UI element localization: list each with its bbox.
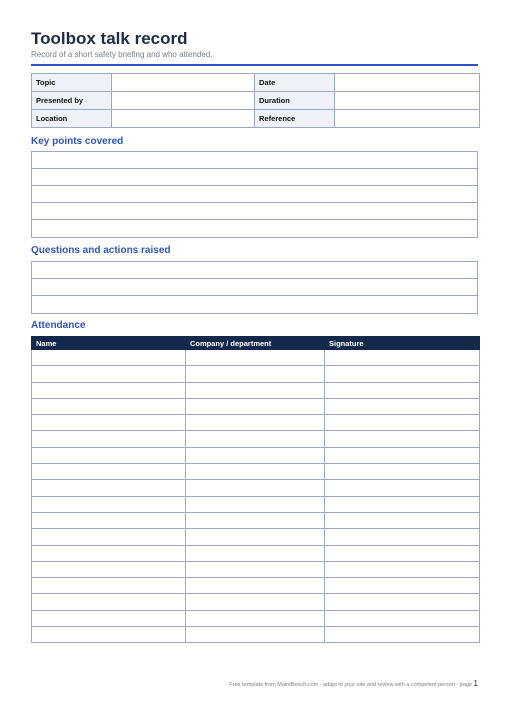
- page-title: Toolbox talk record: [31, 29, 188, 48]
- key-points-box: [31, 151, 478, 238]
- key-points-line[interactable]: [32, 169, 477, 186]
- signature-cell[interactable]: [325, 366, 480, 382]
- name-cell[interactable]: [32, 415, 186, 431]
- name-cell[interactable]: [32, 382, 186, 398]
- company-cell[interactable]: [186, 382, 325, 398]
- name-cell[interactable]: [32, 496, 186, 512]
- company-cell[interactable]: [186, 431, 325, 447]
- questions-box: [31, 261, 478, 314]
- company-cell[interactable]: [186, 529, 325, 545]
- presented-by-label: Presented by: [32, 92, 112, 110]
- attendance-row: [32, 464, 480, 480]
- signature-cell[interactable]: [325, 496, 480, 512]
- key-points-line[interactable]: [32, 152, 477, 169]
- signature-cell[interactable]: [325, 415, 480, 431]
- topic-field[interactable]: [112, 74, 255, 92]
- signature-cell[interactable]: [325, 578, 480, 594]
- attendance-row: [32, 447, 480, 463]
- page-subtitle: Record of a short safety briefing and who attended.: [31, 50, 213, 59]
- name-cell[interactable]: [32, 366, 186, 382]
- attendance-row: [32, 366, 480, 382]
- company-cell[interactable]: [186, 578, 325, 594]
- location-label: Location: [32, 110, 112, 128]
- name-cell[interactable]: [32, 529, 186, 545]
- date-field[interactable]: [335, 74, 480, 92]
- attendance-row: [32, 594, 480, 610]
- attendance-row: [32, 431, 480, 447]
- reference-label: Reference: [255, 110, 335, 128]
- signature-cell[interactable]: [325, 480, 480, 496]
- attendance-heading: Attendance: [31, 320, 86, 331]
- company-cell[interactable]: [186, 464, 325, 480]
- signature-cell[interactable]: [325, 561, 480, 577]
- attendance-row: [32, 350, 480, 366]
- questions-line[interactable]: [32, 296, 477, 313]
- name-cell[interactable]: [32, 610, 186, 626]
- presented-by-field[interactable]: [112, 92, 255, 110]
- topic-label: Topic: [32, 74, 112, 92]
- info-table: [31, 73, 480, 128]
- signature-cell[interactable]: [325, 398, 480, 414]
- name-cell[interactable]: [32, 561, 186, 577]
- company-cell[interactable]: [186, 561, 325, 577]
- attendance-row: [32, 398, 480, 414]
- signature-cell[interactable]: [325, 431, 480, 447]
- name-cell[interactable]: [32, 398, 186, 414]
- attendance-row: [32, 512, 480, 528]
- name-cell[interactable]: [32, 627, 186, 643]
- key-points-line[interactable]: [32, 186, 477, 203]
- attendance-row: [32, 529, 480, 545]
- name-cell[interactable]: [32, 480, 186, 496]
- name-cell[interactable]: [32, 447, 186, 463]
- company-cell[interactable]: [186, 398, 325, 414]
- key-points-line[interactable]: [32, 203, 477, 220]
- column-header-name: Name: [32, 337, 186, 350]
- name-cell[interactable]: [32, 578, 186, 594]
- name-cell[interactable]: [32, 464, 186, 480]
- info-row: [32, 92, 480, 110]
- name-cell[interactable]: [32, 350, 186, 366]
- company-cell[interactable]: [186, 610, 325, 626]
- signature-cell[interactable]: [325, 627, 480, 643]
- company-cell[interactable]: [186, 350, 325, 366]
- attendance-header-row: [32, 337, 480, 350]
- company-cell[interactable]: [186, 415, 325, 431]
- signature-cell[interactable]: [325, 382, 480, 398]
- name-cell[interactable]: [32, 545, 186, 561]
- signature-cell[interactable]: [325, 545, 480, 561]
- questions-line[interactable]: [32, 279, 477, 296]
- attendance-body: [32, 350, 480, 643]
- title-rule: [31, 64, 478, 66]
- date-label: Date: [255, 74, 335, 92]
- duration-label: Duration: [255, 92, 335, 110]
- signature-cell[interactable]: [325, 610, 480, 626]
- signature-cell[interactable]: [325, 350, 480, 366]
- attendance-row: [32, 561, 480, 577]
- attendance-row: [32, 610, 480, 626]
- company-cell[interactable]: [186, 447, 325, 463]
- company-cell[interactable]: [186, 496, 325, 512]
- name-cell[interactable]: [32, 512, 186, 528]
- company-cell[interactable]: [186, 512, 325, 528]
- name-cell[interactable]: [32, 594, 186, 610]
- name-cell[interactable]: [32, 431, 186, 447]
- duration-field[interactable]: [335, 92, 480, 110]
- key-points-heading: Key points covered: [31, 136, 124, 147]
- company-cell[interactable]: [186, 594, 325, 610]
- attendance-row: [32, 578, 480, 594]
- company-cell[interactable]: [186, 627, 325, 643]
- footer: [229, 679, 478, 688]
- questions-heading: Questions and actions raised: [31, 245, 171, 256]
- page-number: 1: [473, 679, 478, 688]
- company-cell[interactable]: [186, 545, 325, 561]
- company-cell[interactable]: [186, 366, 325, 382]
- signature-cell[interactable]: [325, 594, 480, 610]
- questions-line[interactable]: [32, 262, 477, 279]
- info-row: [32, 74, 480, 92]
- info-row: [32, 110, 480, 128]
- signature-cell[interactable]: [325, 464, 480, 480]
- column-header-company: Company / department: [186, 337, 325, 350]
- column-header-signature: Signature: [325, 337, 480, 350]
- signature-cell[interactable]: [325, 447, 480, 463]
- signature-cell[interactable]: [325, 529, 480, 545]
- attendance-table: [31, 336, 480, 643]
- company-cell[interactable]: [186, 480, 325, 496]
- attendance-row: [32, 627, 480, 643]
- attendance-row: [32, 496, 480, 512]
- attendance-row: [32, 382, 480, 398]
- footer-text: Free template from MaintBench.com · adapt to your site and review with a competent person · page: [229, 682, 473, 688]
- location-field[interactable]: [112, 110, 255, 128]
- reference-field[interactable]: [335, 110, 480, 128]
- attendance-row: [32, 480, 480, 496]
- attendance-row: [32, 415, 480, 431]
- key-points-line[interactable]: [32, 220, 477, 237]
- signature-cell[interactable]: [325, 512, 480, 528]
- attendance-row: [32, 545, 480, 561]
